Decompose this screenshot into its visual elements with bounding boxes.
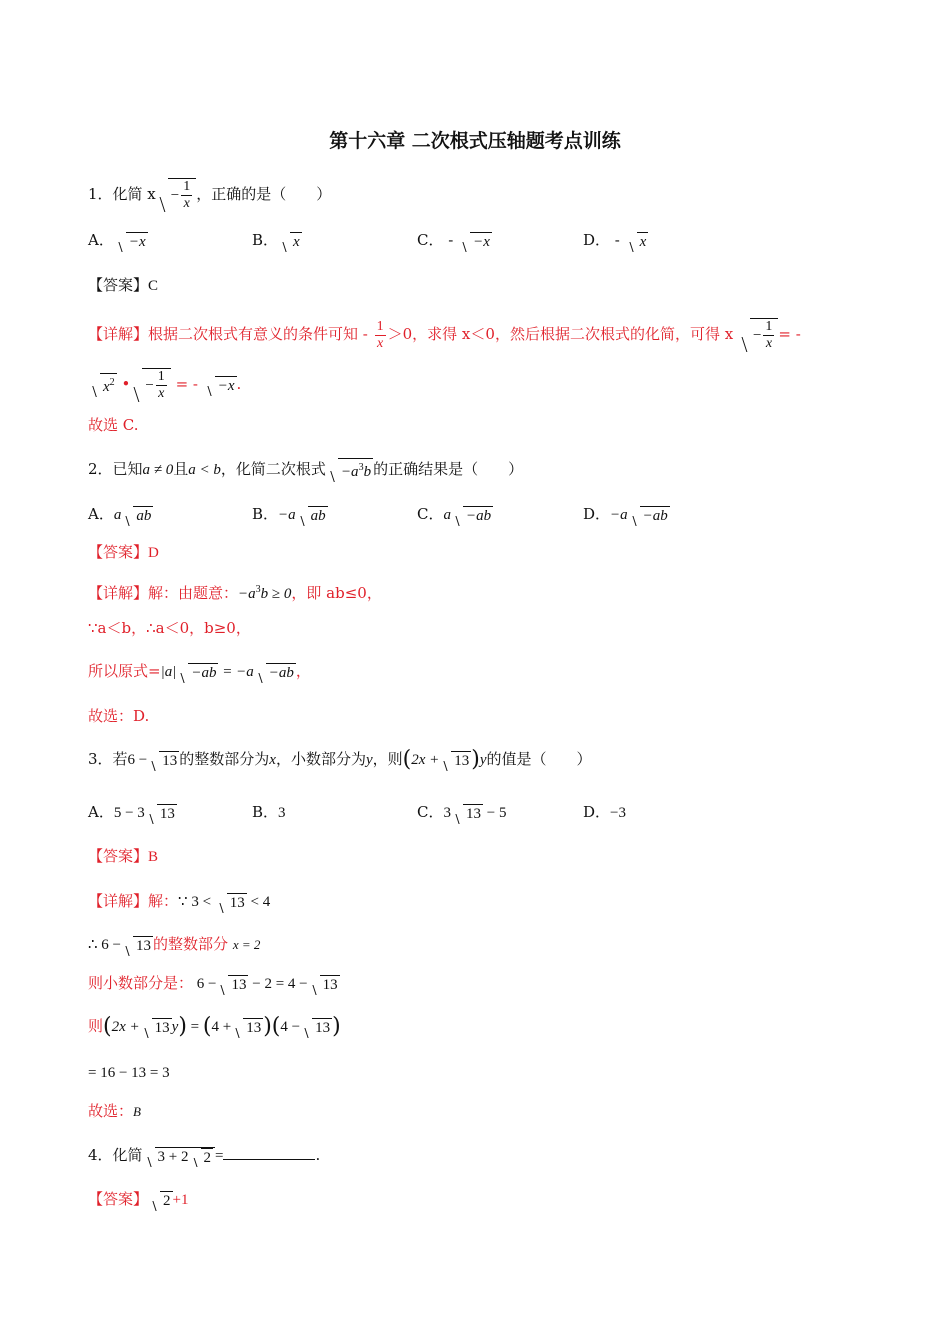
- q3-explain-line5: = 16 − 13 = 3: [88, 1065, 170, 1081]
- q1-option-d[interactable]: D． - x: [583, 231, 647, 250]
- q2-explain-line3: 所以原式=|a| −ab = −a −ab ，: [88, 662, 311, 681]
- q3-explain-line4: 则(2x + 13 y) = (4 + 13)(4 − 13): [88, 1014, 341, 1039]
- q1-option-a[interactable]: A． −x: [88, 231, 146, 250]
- q3-option-c[interactable]: C．3 13 − 5: [417, 803, 507, 822]
- q1-stem-b: ，正确的是（ ）: [196, 185, 332, 203]
- q1-fraction: $\frac{1}{x}$: [183, 179, 191, 211]
- q3-explain-line3: 则小数部分是： 6 − 13 − 2 = 4 − 13: [88, 974, 338, 993]
- q2-explain-line1: 【详解】解：由题意：$-a^3b \ge 0$，即 ab≤0，: [88, 584, 382, 602]
- q2-stem: 2．已知a ≠ 0且a < b，化简二次根式 $-a^3b$ 的正确结果是（ ）: [88, 460, 524, 480]
- q3-explain-line2: ∴ 6 − 13 的整数部分 x = 2: [88, 935, 261, 954]
- q1-explain-line1: 【详解】根据二次根式有意义的条件可知 - $\frac{1}{x}$ ＞0，求得 x＜0，然后根据二次根式的化简，可得 x − $\frac{1}{x}$ = -: [88, 318, 801, 351]
- q2-option-c[interactable]: C．a −ab: [417, 505, 492, 524]
- q3-conclusion: 故选：B: [88, 1102, 141, 1120]
- q1-option-c[interactable]: C． - −x: [417, 231, 490, 250]
- page-title: 第十六章 二次根式压轴题考点训练: [329, 130, 621, 152]
- q2-option-d[interactable]: D．−a −ab: [583, 505, 668, 524]
- q2-answer: 【答案】D: [88, 543, 159, 561]
- q1-explain-line2: $x^2$ • − $\frac{1}{x}$ = - −x .: [88, 368, 241, 402]
- q4-stem: 4．化简 3 + 2 2 = .: [88, 1146, 321, 1167]
- q3-option-a[interactable]: A．5 − 3 13: [88, 803, 175, 822]
- q1-answer: 【答案】C: [88, 276, 159, 294]
- q1-stem-a: 1．化简 x: [88, 185, 156, 203]
- q3-stem: 3．若6 − 13 的整数部分为x，小数部分为y，则(2x + 13)y的值是（ ）: [88, 747, 592, 772]
- q3-option-b[interactable]: B．3: [252, 803, 286, 821]
- q1-sqrt: − $\frac{1}{x}$: [158, 178, 196, 212]
- q2-explain-line2: ∵a＜b，∴a＜0，b≥0，: [88, 619, 251, 637]
- q1-conclusion: 故选 C.: [88, 416, 139, 434]
- q2-option-b[interactable]: B．−a ab: [252, 505, 326, 524]
- q1-stem: [88, 178, 331, 212]
- q3-answer: 【答案】B: [88, 847, 159, 865]
- q2-conclusion: 故选：D.: [88, 707, 150, 725]
- q4-answer-blank[interactable]: [223, 1145, 315, 1160]
- q3-explain-line1: 【详解】解：∵ 3 < 13 < 4: [88, 892, 271, 911]
- q1-option-b[interactable]: B． x: [252, 231, 300, 250]
- q2-option-a[interactable]: A．a ab: [88, 505, 152, 524]
- q3-option-d[interactable]: D．−3: [583, 803, 626, 821]
- q4-answer: 【答案】 2 +1: [88, 1190, 189, 1209]
